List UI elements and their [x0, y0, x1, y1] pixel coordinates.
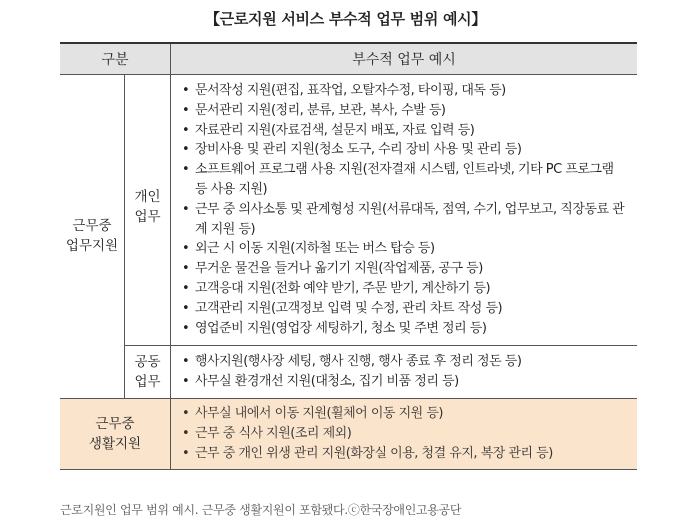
list-item: • 고객응대 지원(전화 예약 받기, 주문 받기, 계산하기 등): [181, 279, 629, 299]
list-item: • 영업준비 지원(영업장 세팅하기, 청소 및 주변 정리 등): [181, 319, 629, 339]
list-item: • 근무 중 의사소통 및 관계형성 지원(서류대독, 점역, 수기, 업무보고, 직장동료 관계 지원 등): [181, 200, 629, 240]
list-item: • 문서작성 지원(편집, 표작업, 오탈자수정, 타이핑, 대독 등): [181, 81, 629, 101]
list-item: • 사무실 내에서 이동 지원(휠체어 이동 지원 등): [181, 404, 629, 424]
personal-work-list: [171, 75, 637, 345]
work-support-section: [60, 75, 637, 399]
life-support-list: [171, 399, 637, 469]
scope-table: [60, 42, 637, 470]
header-examples: 부수적 업무 예시: [352, 52, 456, 68]
list-item: • 근무 중 개인 위생 관리 지원(화장실 이용, 청결 유지, 복장 관리 등): [181, 444, 629, 464]
list-item: • 행사지원(행사장 세팅, 행사 진행, 행사 종료 후 정리 정돈 등): [181, 352, 629, 372]
list-item: • 장비사용 및 관리 지원(청소 도구, 수리 장비 사용 및 관리 등): [181, 140, 629, 160]
table-header: [60, 44, 637, 75]
work-support-label: 근무중 업무지원: [60, 75, 125, 398]
list-item: • 사무실 환경개선 지원(대청소, 집기 비품 정리 등): [181, 372, 629, 392]
list-item: • 소프트웨어 프로그램 사용 지원(전자결재 시스템, 인트라넷, 기타 PC 프로그램 등 사용 지원): [181, 160, 629, 200]
list-item: • 근무 중 식사 지원(조리 제외): [181, 424, 629, 444]
life-support-section: [60, 399, 637, 469]
life-support-label: 근무중 생활지원: [60, 399, 171, 469]
personal-work-label: 개인 업무: [125, 75, 171, 345]
header-category: 구분: [60, 44, 171, 74]
list-item: • 무거운 물건을 들거나 옮기기 지원(작업제품, 공구 등): [181, 259, 629, 279]
image-caption: 근로지원인 업무 범위 예시. 근무중 생활지원이 포함됐다.ⓒ한국장애인고용공단: [60, 503, 462, 517]
personal-work-row: [125, 75, 637, 346]
common-work-row: [125, 346, 637, 398]
common-work-label: 공동 업무: [125, 346, 171, 398]
table-title: 【근로지원 서비스 부수적 업무 범위 예시】: [204, 10, 487, 28]
list-item: • 고객관리 지원(고객정보 입력 및 수정, 관리 차트 작성 등): [181, 299, 629, 319]
common-work-list: [171, 346, 637, 398]
list-item: • 외근 시 이동 지원(지하철 또는 버스 탑승 등): [181, 239, 629, 259]
list-item: • 자료관리 지원(자료검색, 설문지 배포, 자료 입력 등): [181, 121, 629, 141]
list-item: • 문서관리 지원(정리, 분류, 보관, 복사, 수발 등): [181, 101, 629, 121]
